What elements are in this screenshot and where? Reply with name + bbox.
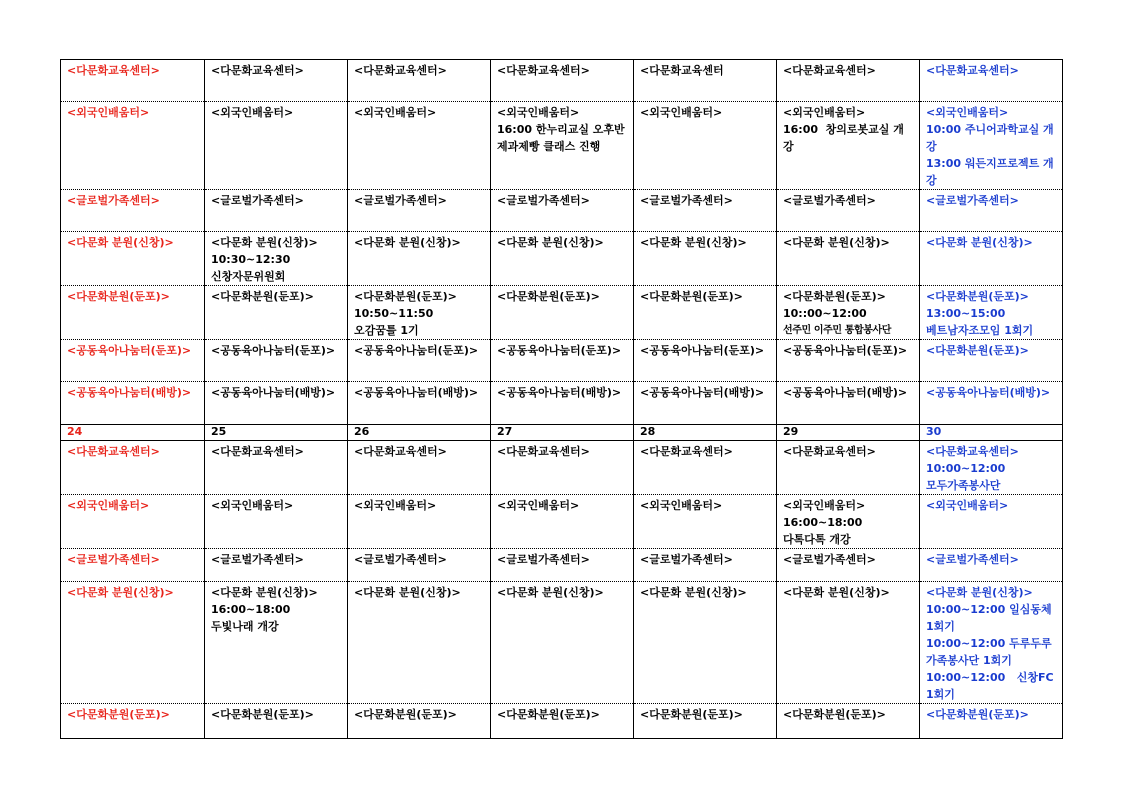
date-number: 27 (491, 425, 634, 441)
center-name: <다문화분원(둔포)> (926, 290, 1029, 303)
center-name: <공동육아나눔터(배방)> (926, 386, 1051, 399)
schedule-cell (348, 704, 491, 739)
center-name: <외국인배움터> (211, 499, 294, 512)
center-name: <다문화교육센터> (783, 64, 876, 77)
schedule-cell (777, 704, 920, 739)
date-number: 30 (920, 425, 1063, 441)
schedule-cell (777, 549, 920, 582)
center-name: <외국인배움터> (67, 106, 150, 119)
schedule-cell (777, 102, 920, 190)
center-name: <다문화 분원(신창)> (497, 586, 604, 599)
event-text: 13:00 워든지프로젝트 개강 (926, 157, 1054, 187)
event-text: 다톡다톡 개강 (783, 533, 851, 546)
schedule-cell (491, 60, 634, 102)
schedule-cell (61, 190, 205, 232)
schedule-cell (348, 190, 491, 232)
schedule-cell (491, 286, 634, 340)
center-name: <외국인배움터> (640, 106, 723, 119)
center-name: <다문화분원(둔포)> (354, 290, 457, 303)
event-text: 10:00~12:00 일심동체 1회기 (926, 603, 1056, 633)
center-name: <글로벌가족센터> (354, 553, 447, 566)
schedule-cell (634, 190, 777, 232)
center-name: <다문화 분원(신창)> (640, 586, 747, 599)
schedule-row (61, 190, 1063, 232)
schedule-cell (491, 704, 634, 739)
schedule-row (61, 441, 1063, 495)
event-text: 오감꿈틀 1기 (354, 324, 419, 337)
schedule-row (61, 60, 1063, 102)
center-name: <다문화 분원(신창)> (783, 586, 890, 599)
event-text: 13:00~15:00 (926, 307, 1006, 320)
center-name: <다문화교육센터 (640, 64, 724, 77)
center-name: <다문화교육센터> (67, 445, 160, 458)
center-name: <다문화분원(둔포)> (640, 708, 743, 721)
schedule-row (61, 286, 1063, 340)
schedule-cell (205, 382, 348, 425)
schedule-cell (348, 441, 491, 495)
event-text: 10:00~12:00 (926, 462, 1006, 475)
center-name: <다문화 분원(신창)> (783, 236, 890, 249)
center-name: <다문화교육센터> (783, 445, 876, 458)
event-text: 16:00 한누리교실 오후반 제과제빵 클래스 진행 (497, 123, 629, 153)
center-name: <다문화 분원(신창)> (67, 586, 174, 599)
center-name: <다문화교육센터> (497, 64, 590, 77)
schedule-cell (634, 495, 777, 549)
center-name: <글로벌가족센터> (640, 194, 733, 207)
center-name: <다문화분원(둔포)> (211, 708, 314, 721)
center-name: <외국인배움터> (67, 499, 150, 512)
schedule-cell (205, 441, 348, 495)
center-name: <외국인배움터> (211, 106, 294, 119)
schedule-cell (491, 495, 634, 549)
schedule-cell (491, 190, 634, 232)
center-name: <공동육아나눔터(배방)> (354, 386, 479, 399)
center-name: <다문화분원(둔포)> (354, 708, 457, 721)
schedule-row (61, 382, 1063, 425)
schedule-cell (61, 704, 205, 739)
schedule-cell (205, 232, 348, 286)
center-name: <다문화교육센터> (67, 64, 160, 77)
schedule-row (61, 549, 1063, 582)
schedule-cell (61, 441, 205, 495)
center-name: <글로벌가족센터> (211, 194, 304, 207)
center-name: <공동육아나눔터(배방)> (640, 386, 765, 399)
center-name: <다문화교육센터> (354, 445, 447, 458)
date-number: 29 (777, 425, 920, 441)
center-name: <다문화교육센터> (926, 64, 1019, 77)
center-name: <다문화 분원(신창)> (497, 236, 604, 249)
schedule-cell (491, 102, 634, 190)
schedule-cell (920, 340, 1063, 382)
schedule-cell (777, 286, 920, 340)
center-name: <글로벌가족센터> (926, 553, 1019, 566)
schedule-cell (205, 340, 348, 382)
schedule-cell (491, 441, 634, 495)
schedule-cell (61, 382, 205, 425)
center-name: <외국인배움터> (640, 499, 723, 512)
schedule-cell (777, 340, 920, 382)
event-text: 10:00~12:00 두루두루 가족봉사단 1회기 (926, 637, 1056, 667)
center-name: <글로벌가족센터> (497, 194, 590, 207)
schedule-cell (348, 549, 491, 582)
schedule-cell (61, 549, 205, 582)
center-name: <다문화 분원(신창)> (354, 586, 461, 599)
event-text: 모두가족봉사단 (926, 479, 1001, 492)
schedule-cell (348, 286, 491, 340)
schedule-cell (205, 495, 348, 549)
center-name: <다문화분원(둔포)> (783, 290, 886, 303)
schedule-row (61, 582, 1063, 704)
schedule-cell (920, 441, 1063, 495)
center-name: <다문화교육센터> (211, 64, 304, 77)
schedule-row (61, 340, 1063, 382)
center-name: <다문화분원(둔포)> (783, 708, 886, 721)
schedule-cell (634, 102, 777, 190)
center-name: <글로벌가족센터> (926, 194, 1019, 207)
event-text: 두빛나래 개강 (211, 620, 279, 633)
center-name: <외국인배움터> (354, 499, 437, 512)
event-text: 16:00 창의로봇교실 개강 (783, 123, 904, 153)
center-name: <공동육아나눔터(둔포)> (354, 344, 479, 357)
center-name: <공동육아나눔터(둔포)> (640, 344, 765, 357)
event-text: 10:50~11:50 (354, 307, 434, 320)
center-name: <다문화분원(둔포)> (67, 708, 170, 721)
schedule-cell (205, 286, 348, 340)
center-name: <글로벌가족센터> (211, 553, 304, 566)
calendar-table (60, 59, 1063, 739)
center-name: <공동육아나눔터(배방)> (67, 386, 192, 399)
center-name: <다문화 분원(신창)> (211, 586, 318, 599)
schedule-cell (491, 340, 634, 382)
schedule-cell (205, 102, 348, 190)
event-text: 16:00~18:00 (211, 603, 291, 616)
date-number: 24 (61, 425, 205, 441)
schedule-cell (920, 232, 1063, 286)
center-name: <공동육아나눔터(배방)> (211, 386, 336, 399)
schedule-cell (777, 232, 920, 286)
center-name: <글로벌가족센터> (783, 194, 876, 207)
schedule-cell (777, 382, 920, 425)
schedule-cell (205, 190, 348, 232)
schedule-cell (777, 495, 920, 549)
center-name: <다문화 분원(신창)> (211, 236, 318, 249)
event-text: 10::00~12:00 (783, 307, 867, 320)
schedule-cell (634, 60, 777, 102)
schedule-cell (61, 340, 205, 382)
schedule-cell (61, 60, 205, 102)
schedule-row (61, 495, 1063, 549)
date-number: 26 (348, 425, 491, 441)
schedule-cell (348, 102, 491, 190)
schedule-cell (348, 495, 491, 549)
schedule-cell (205, 549, 348, 582)
schedule-cell (634, 704, 777, 739)
center-name: <다문화 분원(신창)> (67, 236, 174, 249)
schedule-cell (634, 582, 777, 704)
center-name: <다문화 분원(신창)> (926, 236, 1033, 249)
center-name: <다문화교육센터> (354, 64, 447, 77)
center-name: <외국인배움터> (497, 106, 580, 119)
center-name: <다문화교육센터> (640, 445, 733, 458)
schedule-cell (777, 582, 920, 704)
center-name: <다문화교육센터> (211, 445, 304, 458)
schedule-cell (348, 382, 491, 425)
center-name: <외국인배움터> (926, 499, 1009, 512)
event-text: 10:00~12:00 신창FC 1회기 (926, 671, 1058, 701)
center-name: <공동육아나눔터(둔포)> (783, 344, 908, 357)
center-name: <다문화 분원(신창)> (926, 586, 1033, 599)
event-text: 10:30~12:30 (211, 253, 291, 266)
center-name: <공동육아나눔터(둔포)> (497, 344, 622, 357)
event-text: 신창자문위원회 (211, 270, 286, 283)
schedule-cell (491, 582, 634, 704)
center-name: <다문화분원(둔포)> (497, 708, 600, 721)
schedule-cell (920, 495, 1063, 549)
schedule-cell (205, 582, 348, 704)
schedule-row (61, 704, 1063, 739)
center-name: <다문화교육센터> (497, 445, 590, 458)
schedule-cell (61, 582, 205, 704)
schedule-cell (920, 286, 1063, 340)
schedule-cell (61, 495, 205, 549)
schedule-cell (491, 549, 634, 582)
date-number: 28 (634, 425, 777, 441)
schedule-cell (777, 60, 920, 102)
center-name: <외국인배움터> (354, 106, 437, 119)
schedule-cell (348, 340, 491, 382)
center-name: <외국인배움터> (783, 499, 866, 512)
schedule-cell (920, 382, 1063, 425)
center-name: <글로벌가족센터> (354, 194, 447, 207)
schedule-cell (920, 190, 1063, 232)
center-name: <공동육아나눔터(둔포)> (67, 344, 192, 357)
center-name: <글로벌가족센터> (67, 194, 160, 207)
schedule-cell (634, 340, 777, 382)
schedule-cell (205, 704, 348, 739)
schedule-cell (61, 286, 205, 340)
schedule-cell (634, 232, 777, 286)
center-name: <다문화 분원(신창)> (640, 236, 747, 249)
schedule-cell (348, 60, 491, 102)
schedule-cell (61, 232, 205, 286)
schedule-cell (61, 102, 205, 190)
center-name: <다문화분원(둔포)> (640, 290, 743, 303)
center-name: <글로벌가족센터> (783, 553, 876, 566)
schedule-cell (634, 441, 777, 495)
center-name: <다문화 분원(신창)> (354, 236, 461, 249)
center-name: <다문화분원(둔포)> (67, 290, 170, 303)
center-name: <외국인배움터> (926, 106, 1009, 119)
center-name: <공동육아나눔터(배방)> (497, 386, 622, 399)
schedule-cell (777, 441, 920, 495)
schedule-cell (634, 382, 777, 425)
schedule-cell (634, 286, 777, 340)
schedule-cell (491, 232, 634, 286)
event-text: 10:00 주니어과학교실 개강 (926, 123, 1054, 153)
schedule-row (61, 102, 1063, 190)
event-text: 베트남자조모임 1회기 (926, 324, 1034, 337)
center-name: <다문화분원(둔포)> (497, 290, 600, 303)
center-name: <다문화교육센터> (926, 445, 1019, 458)
center-name: <공동육아나눔터(배방)> (783, 386, 908, 399)
center-name: <다문화분원(둔포)> (926, 344, 1029, 357)
schedule-cell (491, 382, 634, 425)
schedule-cell (920, 60, 1063, 102)
center-name: <다문화분원(둔포)> (211, 290, 314, 303)
schedule-cell (348, 232, 491, 286)
schedule-cell (348, 582, 491, 704)
center-name: <글로벌가족센터> (640, 553, 733, 566)
schedule-cell (205, 60, 348, 102)
date-row (61, 425, 1063, 441)
schedule-cell (920, 102, 1063, 190)
event-text: 선주민 이주민 통합봉사단 (783, 325, 892, 336)
date-number: 25 (205, 425, 348, 441)
schedule-cell (920, 582, 1063, 704)
center-name: <다문화분원(둔포)> (926, 708, 1029, 721)
event-text: 16:00~18:00 (783, 516, 863, 529)
schedule-cell (634, 549, 777, 582)
schedule-cell (777, 190, 920, 232)
center-name: <공동육아나눔터(둔포)> (211, 344, 336, 357)
center-name: <글로벌가족센터> (497, 553, 590, 566)
schedule-row (61, 232, 1063, 286)
center-name: <외국인배움터> (783, 106, 866, 119)
schedule-cell (920, 704, 1063, 739)
schedule-cell (920, 549, 1063, 582)
center-name: <외국인배움터> (497, 499, 580, 512)
center-name: <글로벌가족센터> (67, 553, 160, 566)
